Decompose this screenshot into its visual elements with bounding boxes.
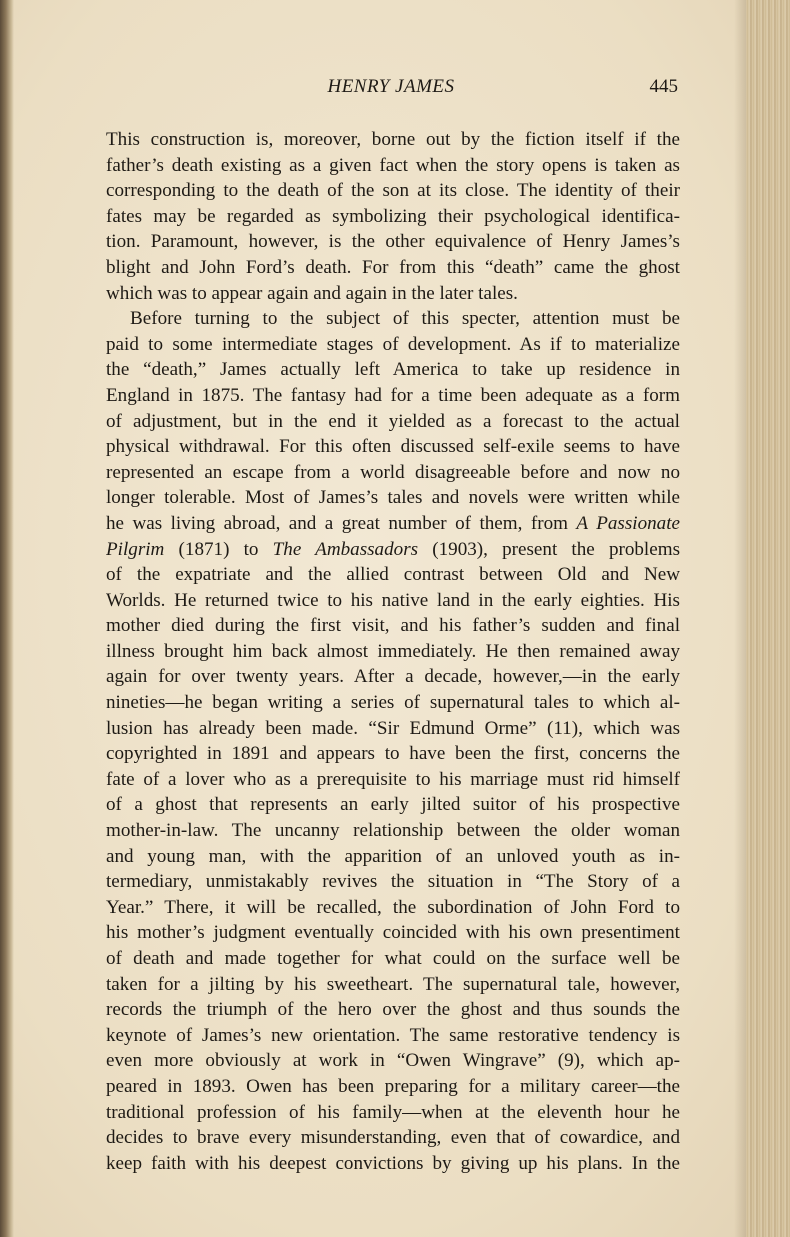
text-line: Pilgrim (1871) to The Ambassadors (1903), present the problems xyxy=(106,538,680,560)
paragraph xyxy=(106,306,680,1176)
text-line: records the triumph of the hero over the ghost and thus sounds the xyxy=(106,999,680,1021)
text-line: of adjustment, but in the end it yielded as a forecast to the actual xyxy=(106,410,680,432)
text-line: represented an escape from a world disagreeable before and now no xyxy=(106,461,680,483)
text-line: This construction is, moreover, borne out by the fiction itself if the xyxy=(106,129,680,150)
running-head: HENRY JAMES xyxy=(327,76,455,97)
text-line: even more obviously at work in “Owen Wingrave” (9), which ap- xyxy=(106,1050,680,1072)
text-line: father’s death existing as a given fact when the story opens is taken as xyxy=(106,154,680,176)
text-line: decides to brave every misunderstanding, even that of cowardice, and xyxy=(106,1127,680,1149)
text-line: lusion has already been made. “Sir Edmund Orme” (11), which was xyxy=(106,717,680,739)
text-line: copyrighted in 1891 and appears to have been the first, concerns the xyxy=(106,743,680,765)
text-line: peared in 1893. Owen has been preparing for a military career—the xyxy=(106,1075,680,1097)
text-line: corresponding to the death of the son at its close. The identity of their xyxy=(106,180,680,202)
page-number: 445 xyxy=(649,76,678,97)
text-line: his mother’s judgment eventually coincided with his own presentiment xyxy=(106,922,680,944)
text-line: of death and made together for what could on the surface well be xyxy=(106,948,680,969)
text-line: again for over twenty years. After a decade, however,—in the early xyxy=(106,666,680,688)
text-line: traditional profession of his family—when at the eleventh hour he xyxy=(106,1101,680,1123)
text-line: and young man, with the apparition of an unloved youth as in- xyxy=(106,845,680,867)
text-line: nineties—he began writing a series of supernatural tales to which al- xyxy=(106,692,680,714)
text-line: which was to appear again and again in the later tales. xyxy=(106,282,518,304)
page-header xyxy=(104,76,678,102)
text-line: paid to some intermediate stages of development. As if to materialize xyxy=(106,333,680,355)
paragraph xyxy=(106,127,680,306)
text-line: longer tolerable. Most of James’s tales and novels were written while xyxy=(106,487,680,509)
text-line: Worlds. He returned twice to his native land in the early eighties. His xyxy=(106,589,680,611)
text-line: blight and John Ford’s death. For from this “death” came the ghost xyxy=(106,256,680,278)
text-line: taken for a jilting by his sweetheart. The supernatural tale, however, xyxy=(106,973,680,995)
text-line: Before turning to the subject of this specter, attention must be xyxy=(130,308,680,330)
text-line: termediary, unmistakably revives the situation in “The Story of a xyxy=(106,871,680,893)
text-line: keep faith with his deepest convictions by giving up his plans. In the xyxy=(106,1152,680,1174)
text-line: keynote of James’s new orientation. The same restorative tendency is xyxy=(106,1024,680,1046)
text-line: tion. Paramount, however, is the other equivalence of Henry James’s xyxy=(106,231,680,253)
text-line: of the expatriate and the allied contrast between Old and New xyxy=(106,564,680,586)
text-line: of a ghost that represents an early jilted suitor of his prospective xyxy=(106,794,680,816)
text-line: fate of a lover who as a prerequisite to his marriage must rid himself xyxy=(106,768,680,790)
text-line: fates may be regarded as symbolizing their psychological identifica- xyxy=(106,205,680,227)
text-line: mother died during the first visit, and his father’s sudden and final xyxy=(106,615,680,637)
text-line: mother-in-law. The uncanny relationship between the older woman xyxy=(106,820,680,842)
body-text xyxy=(106,127,680,1176)
text-line: he was living abroad, and a great number of them, from A Passionate xyxy=(106,512,680,534)
text-line: Year.” There, it will be recalled, the subordination of John Ford to xyxy=(106,896,680,918)
book-binding-edge xyxy=(0,0,14,1237)
text-line: England in 1875. The fantasy had for a time been adequate as a form xyxy=(106,384,680,406)
page-stack-edge xyxy=(746,0,790,1237)
text-line: the “death,” James actually left America to take up residence in xyxy=(106,359,680,381)
text-line: illness brought him back almost immediately. He then remained away xyxy=(106,640,680,662)
text-line: physical withdrawal. For this often discussed self-exile seems to have xyxy=(106,436,680,458)
